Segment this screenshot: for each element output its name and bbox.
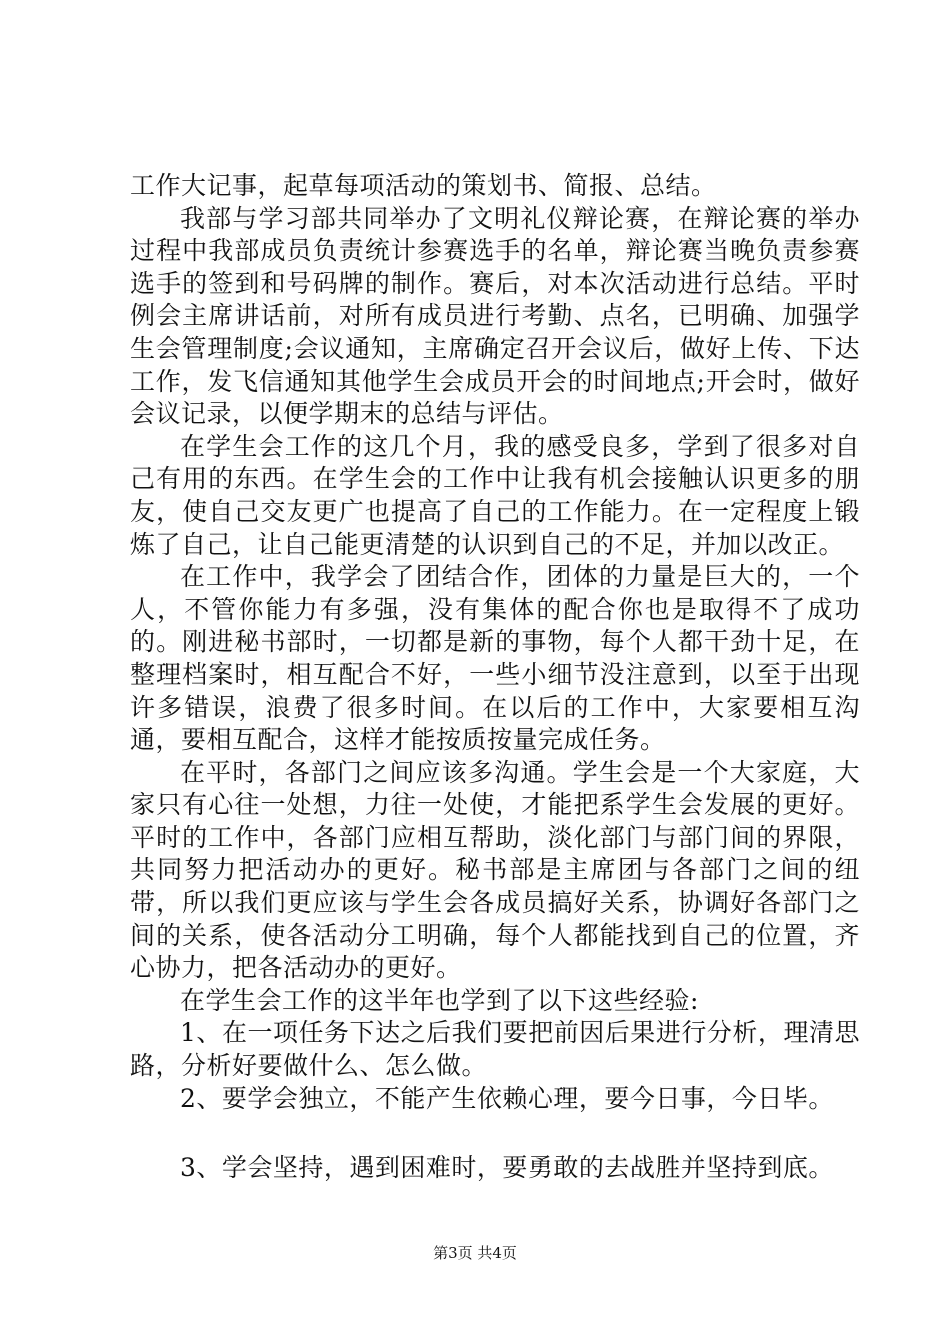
paragraph-communication: 在平时，各部门之间应该多沟通。学生会是一个大家庭，大家只有心往一处想，力往一处使，才能把系学生会发展的更好。平时的工作中，各部门应相互帮助，淡化部门与部门间的界限，共同努力把活动办的更好。秘书部是主席团与各部门之间的纽带，所以我们更应该与学生会各成员搞好关系，协调好各部门之间的关系，使各活动分工明确，每个人都能找到自己的位置，齐心协力，把各活动办的更好。 (130, 757, 860, 983)
list-item-3: 3、学会坚持，遇到困难时，要勇敢的去战胜并坚持到底。 (180, 1153, 834, 1183)
paragraph-teamwork: 在工作中，我学会了团结合作，团体的力量是巨大的，一个人，不管你能力有多强，没有集体的配合你也是取得不了成功的。刚进秘书部时，一切都是新的事物，每个人都干劲十足，在整理档案时，相互配合不好，一些小细节没注意到，以至于出现许多错误，浪费了很多时间。在以后的工作中，大家要相互沟通，要相互配合，这样才能按质按量完成任务。 (130, 562, 860, 755)
paragraph-debate-event: 我部与学习部共同举办了文明礼仪辩论赛，在辩论赛的举办过程中我部成员负责统计参赛选手的名单，辩论赛当晚负责参赛选手的签到和号码牌的制作。赛后，对本次活动进行总结。平时例会主席讲话前，对所有成员进行考勤、点名，已明确、加强学生会管理制度;会议通知，主席确定召开会议后，做好上传、下达工作，发飞信通知其他学生会成员开会的时间地点;开会时，做好会议记录，以便学期末的总结与评估。 (130, 203, 860, 429)
document-body (130, 170, 860, 1185)
list-item-1: 1、在一项任务下达之后我们要把前因后果进行分析，理清思路，分析好要做什么、怎么做。 (130, 1018, 860, 1081)
page-number-footer: 第3页 共4页 (433, 1244, 517, 1262)
paragraph-feelings: 在学生会工作的这几个月，我的感受良多，学到了很多对自己有用的东西。在学生会的工作中让我有机会接触认识更多的朋友，使自己交友更广也提高了自己的工作能力。在一定程度上锻炼了自己，让自己能更清楚的认识到自己的不足，并加以改正。 (130, 431, 860, 559)
paragraph-experience-intro: 在学生会工作的这半年也学到了以下这些经验: (180, 985, 699, 1015)
paragraph-continuation: 工作大记事，起草每项活动的策划书、简报、总结。 (130, 171, 717, 200)
list-item-2: 2、要学会独立，不能产生依赖心理，要今日事，今日毕。 (180, 1083, 834, 1113)
